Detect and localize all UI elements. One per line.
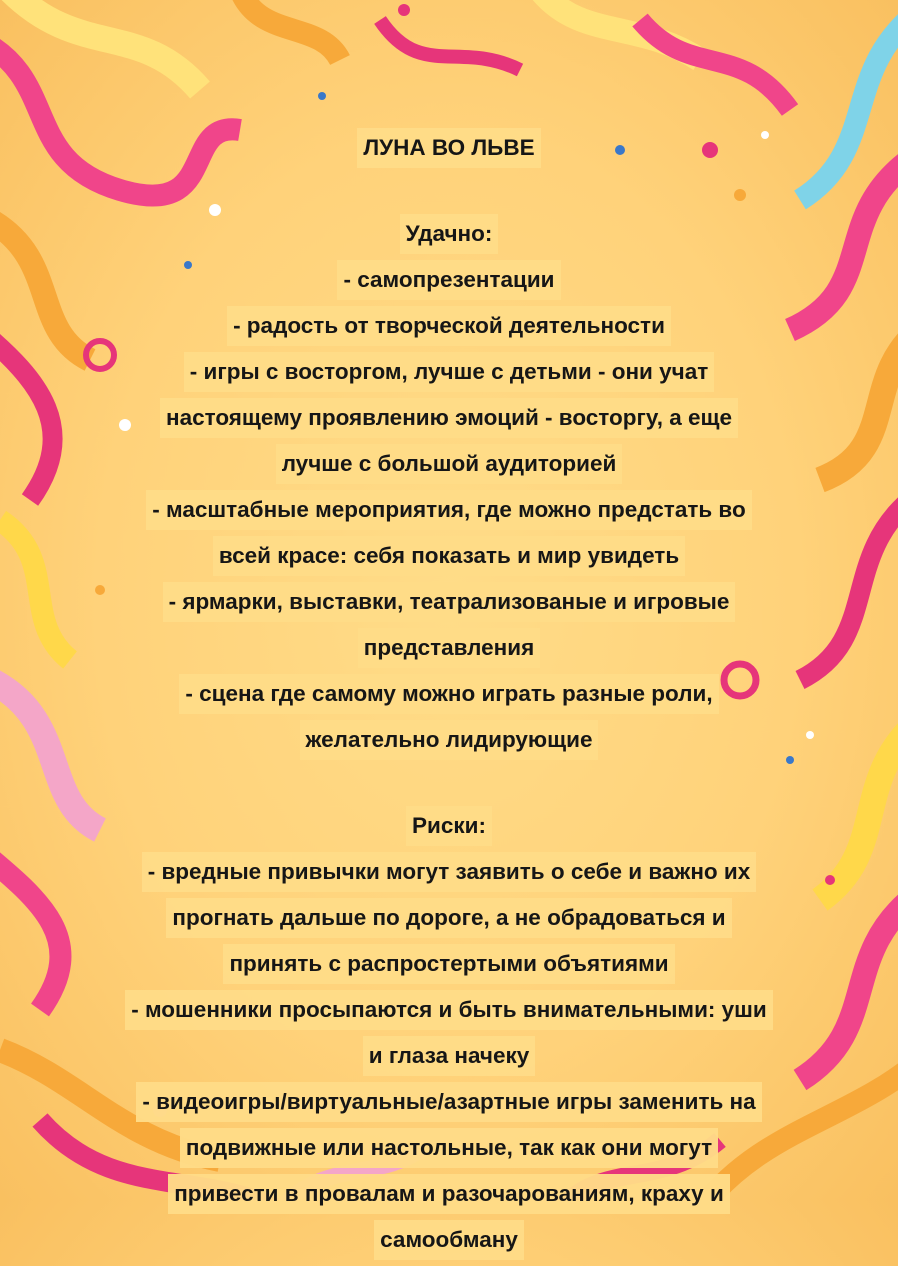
luck-line: лучше с большой аудиторией — [276, 444, 623, 484]
luck-line: - игры с восторгом, лучше с детьми - они учат — [184, 352, 715, 392]
risks-line: и глаза начеку — [363, 1036, 536, 1076]
title: ЛУНА ВО ЛЬВЕ — [357, 128, 540, 168]
luck-line: - радость от творческой деятельности — [227, 306, 671, 346]
risks-line: прогнать дальше по дороге, а не обрадоваться и — [166, 898, 731, 938]
luck-line: - самопрезентации — [337, 260, 560, 300]
risks-line: самообману — [374, 1220, 524, 1260]
risks-line: принять с распростертыми объятиями — [223, 944, 674, 984]
luck-heading: Удачно: — [400, 214, 499, 254]
luck-line: - масштабные мероприятия, где можно предстать во — [146, 490, 751, 530]
luck-line: желательно лидирующие — [300, 720, 599, 760]
risks-line: подвижные или настольные, так как они могут — [180, 1128, 718, 1168]
luck-line: всей красе: себя показать и мир увидеть — [213, 536, 685, 576]
luck-line: - ярмарки, выставки, театрализованые и игровые — [163, 582, 736, 622]
luck-line: представления — [358, 628, 540, 668]
risks-line: привести в провалам и разочарованиям, краху и — [168, 1174, 730, 1214]
risks-line: - вредные привычки могут заявить о себе и важно их — [142, 852, 757, 892]
risks-heading: Риски: — [406, 806, 492, 846]
horoscope-text — [0, 128, 898, 1266]
risks-line: - мошенники просыпаются и быть внимательными: уши — [125, 990, 773, 1030]
luck-line: - сцена где самому можно играть разные роли, — [179, 674, 718, 714]
risks-line: - видеоигры/виртуальные/азартные игры заменить на — [136, 1082, 761, 1122]
luck-line: настоящему проявлению эмоций - восторгу, а еще — [160, 398, 738, 438]
